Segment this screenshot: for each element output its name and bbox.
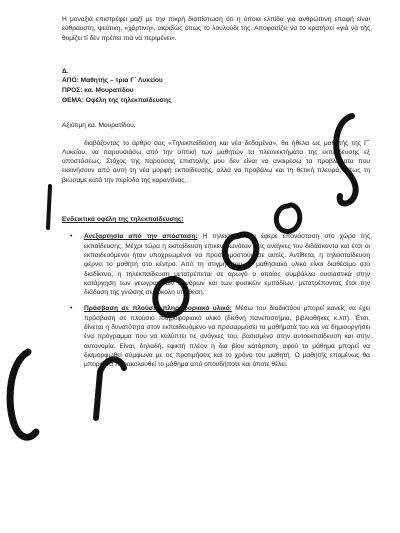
benefit-title: Ανεξαρτησία από την απόσταση: — [84, 233, 198, 241]
bullet-icon: • — [70, 305, 73, 313]
letter-to: ΠΡΟΣ: κα. Μουρατίδου — [62, 87, 134, 95]
benefit-text: Μέσω του διαδικτύου μπορεί κανείς να έχει πρόσβαση σε πλούσιο πληροφοριακό υλικό (διεθνή πανεπιστήμια, βιβλιοθήκες κ.λπ). Έτσι, δίνεται η δυνατότητα στον εκπαιδευόμενο να προσαρμόσει τα μαθήματά του και να δημιουργήσει ένα πρόγραμμα που να καλύπτει τις ανάγκες του, βασισμένο στην αυτοεκπαίδευση και στην αυτονομία. Είναι, δηλαδή, εφικτή πλέον η δια βίου κατάρτιση, αφού το μάθημα μπορεί να διαμορφωθεί σύμφωνα με τις προτιμήσεις και το χρόνο του μαθητή. Ο μαθητής επομένως θα μπορεί να παρακολουθεί το μάθημα από οπουδήποτε και όποτε θέλει. — [84, 305, 370, 369]
benefit-text: Η τηλεκπαίδευση έφερε επανάσταση στο χώρο της εκπαίδευσης. Μέχρι τώρα η εκπαίδευση επικεντρωνόταν στις ανάγκες του διδάσκοντα και έτσι οι εκπαιδευόμενοι ήταν υποχρεωμένοι να προσαρμοστούν σε αυτές. Αντίθετα, η τηλεκπαίδευση φέρνει το μαθητή στο κέντρο. Από τη στιγμή που το μαθησιακό υλικό είναι διαθέσιμο στο διαδίκτυο, η τηλεκπαίδευση μετατρέπεται σε αρωγό ο οποίος συμβάλλει ουσιαστικά στην κατάργηση των γεωγραφικών συνόρων και των φυσικών εμποδίων, μετατρέποντας έτσι την διάδοση της γνώσης σε εύκολη υπόθεση. — [84, 233, 370, 297]
letter-subject: ΘΕΜΑ: Οφέλη της τηλεκπαίδευσης — [62, 96, 172, 104]
section-marker: Δ. — [62, 67, 69, 75]
list-item — [62, 232, 370, 297]
benefits-title: Ενδεικτικά οφέλη της τηλεκπαίδευσης: — [62, 216, 184, 224]
body-paragraph: διαβάζοντας το άρθρο σας «Τηλεκπαίδευση και νέα δεδομένα», θα ήθελα ως μαθητής της Γ΄ Λυκείου, να παρουσιάσω από την οπτική των μαθητών τα πλεονεκτήματα της εκπαίδευσης εξ αποστάσεως. Στόχος της παρούσας επιστολής μου δεν είναι να αναιρέσω τα προβλήματα που εκκινήσουν από αυτή τη νέα μορφή εκπαίδευσης, αλλά να προβάλω και τη θετική πλευρά, όπως τη βιώσαμε κατά την περίοδο της καραντίνας. — [62, 139, 370, 184]
list-item — [62, 304, 370, 369]
bullet-icon: • — [70, 233, 73, 241]
document-text — [62, 15, 370, 377]
letter-from: ΑΠΟ: Μαθητής – τρια Γ΄ Λυκείου — [62, 77, 163, 85]
intro-paragraph: Η μοναξιά επιστρέφει μαζί με την πικρή διαπίστωση ότι η όποια ελπίδα για ανθρώπινη επαφή είναι εύθραυστη, ψεύτικη, «χάρτινη», ακριβώς όπως το λουλούδι της. Αποφασίζει να το κρατήσει «γιὰ νὰ τῆς θυμίζει τί δὲν πρέπει πιὰ νὰ περιμένει». — [62, 16, 370, 42]
benefits-list — [62, 232, 370, 369]
benefit-title: Πρόσβαση σε πλούσιο πληροφοριακό υλικό: — [84, 305, 232, 313]
salutation: Αξιότιμη κα. Μουρατίδου, — [62, 122, 136, 130]
ink-stroke-i — [48, 186, 50, 228]
ink-stroke-c — [10, 352, 36, 437]
